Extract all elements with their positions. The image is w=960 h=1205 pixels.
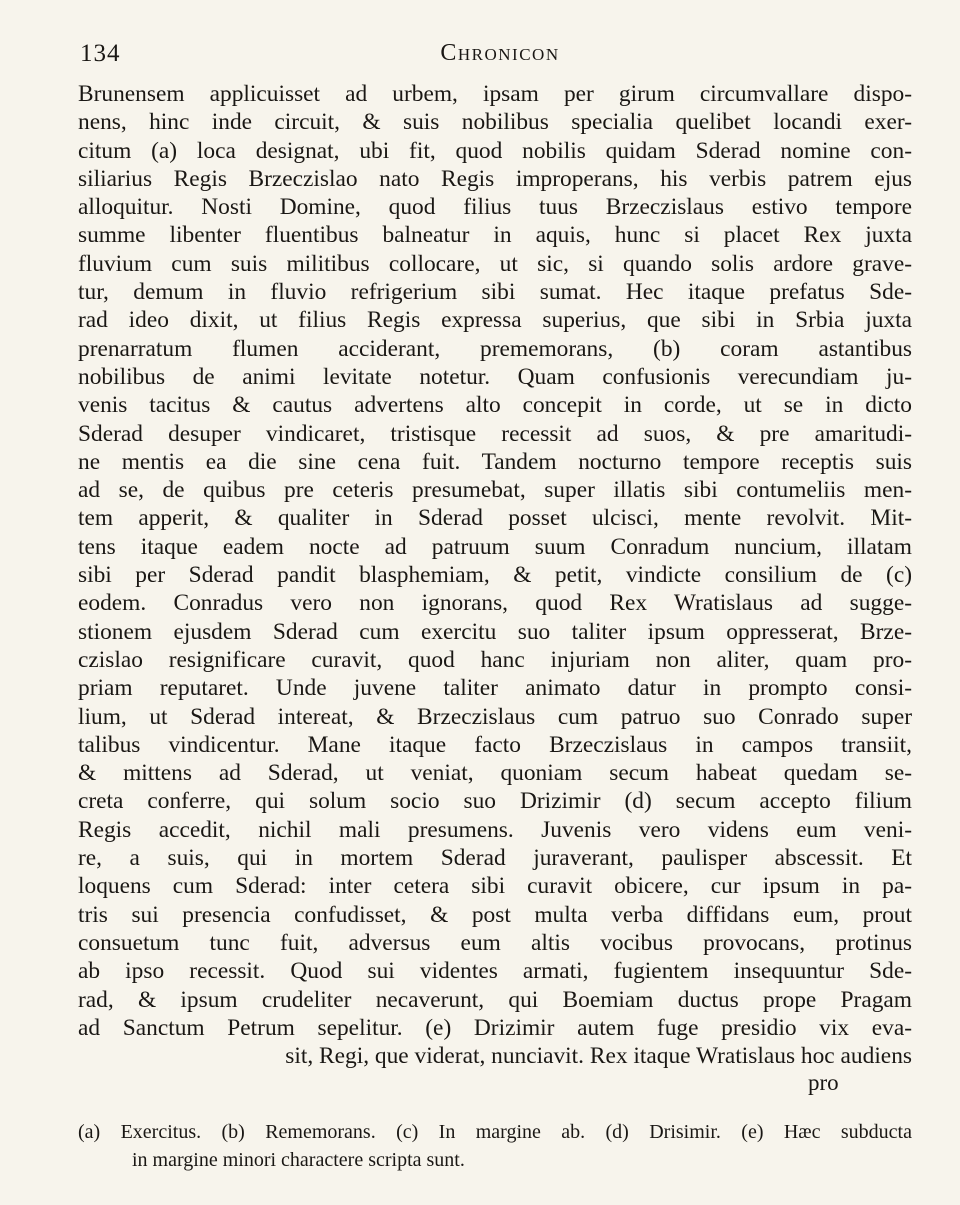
text-line: rad ideo dixit, ut filius Regis expressa superius, que sibi in Srbia juxta [78,307,912,334]
running-head: Chronicon [440,40,560,66]
text-line: priam reputaret. Unde juvene taliter animato datur in prompto consi- [78,675,912,702]
text-line: loquens cum Sderad: inter cetera sibi curavit obicere, cur ipsum in pa- [78,873,912,900]
text-line: summe libenter fluentibus balneatur in aquis, hunc si placet Rex juxta [78,222,912,249]
text-line: sibi per Sderad pandit blasphemiam, & petit, vindicte consilium de (c) [78,562,912,589]
text-line: venis tacitus & cautus advertens alto concepit in corde, ut se in dicto [78,392,912,419]
text-line: citum (a) loca designat, ubi fit, quod nobilis quidam Sderad nomine con- [78,137,912,164]
text-line: creta conferre, qui solum socio suo Drizimir (d) secum accepto filium [78,788,912,815]
text-line: alloquitur. Nosti Domine, quod filius tuus Brzeczislaus estivo tempore [78,194,912,221]
text-line: & mittens ad Sderad, ut veniat, quoniam secum habeat quedam se- [78,760,912,787]
catchword: pro [808,1070,839,1095]
text-line: ne mentis ea die sine cena fuit. Tandem nocturno tempore receptis suis [78,448,912,475]
text-line: talibus vindicentur. Mane itaque facto Brzeczislaus in campos transiit, [78,731,912,758]
footnote-line: in margine minori charactere scripta sunt. [132,1149,465,1171]
text-line: sit, Regi, que viderat, nunciavit. Rex itaque Wratislaus hoc audiens [285,1043,912,1070]
text-line: nobilibus de animi levitate notetur. Quam confusionis verecundiam ju- [78,363,912,390]
text-line: siliarius Regis Brzeczislao nato Regis improperans, his verbis patrem ejus [78,165,912,192]
text-line: ad Sanctum Petrum sepelitur. (e) Drizimir autem fuge presidio vix eva- [78,1014,912,1041]
text-line: Brunensem applicuisset ad urbem, ipsam per girum circumvallare dispo- [78,81,912,107]
text-line: Sderad desuper vindicaret, tristisque recessit ad suos, & pre amaritudi- [78,420,912,447]
text-line: rad, & ipsum crudeliter necaverunt, qui Boemiam ductus prope Pragam [78,986,912,1013]
text-line: tur, demum in fluvio refrigerium sibi sumat. Hec itaque prefatus Sde- [78,279,912,306]
text-line: nens, hinc inde circuit, & suis nobilibus specialia quelibet locandi exer- [78,109,912,136]
text-line: fluvium cum suis militibus collocare, ut sic, si quando solis ardore grave- [78,250,912,277]
text-line: Regis accedit, nichil mali presumens. Juvenis vero videns eum veni- [78,816,912,843]
text-line: tem apperit, & qualiter in Sderad posset ulcisci, mente revolvit. Mit- [78,505,912,532]
text-line: lium, ut Sderad intereat, & Brzeczislaus cum patruo suo Conrado super [78,703,912,730]
text-line: prenarratum flumen acciderant, prememorans, (b) coram astantibus [78,335,912,362]
text-line: stionem ejusdem Sderad cum exercitu suo taliter ipsum oppresserat, Brze- [78,618,912,645]
footnote-line: (a) Exercitus. (b) Rememorans. (c) In margine ab. (d) Drisimir. (e) Hæc subducta [78,1121,912,1143]
body-text [78,80,912,1070]
text-line: ab ipso recessit. Quod sui videntes armati, fugientem insequuntur Sde- [78,958,912,985]
text-line: tens itaque eadem nocte ad patruum suum Conradum nuncium, illatam [78,533,912,560]
text-line: re, a suis, qui in mortem Sderad juraverant, paulisper abscessit. Et [78,845,912,872]
page-header [80,40,920,80]
text-line: ad se, de quibus pre ceteris presumebat, super illatis sibi contumeliis men- [78,477,912,504]
text-line: tris sui presencia confudisset, & post multa verba diffidans eum, prout [78,901,912,928]
text-line: eodem. Conradus vero non ignorans, quod Rex Wratislaus ad sugge- [78,590,912,617]
text-line: czislao resignificare curavit, quod hanc injuriam non aliter, quam pro- [78,646,912,673]
page-number: 134 [80,40,121,67]
footnotes [78,1118,912,1174]
text-line: consuetum tunc fuit, adversus eum altis vocibus provocans, protinus [78,929,912,956]
